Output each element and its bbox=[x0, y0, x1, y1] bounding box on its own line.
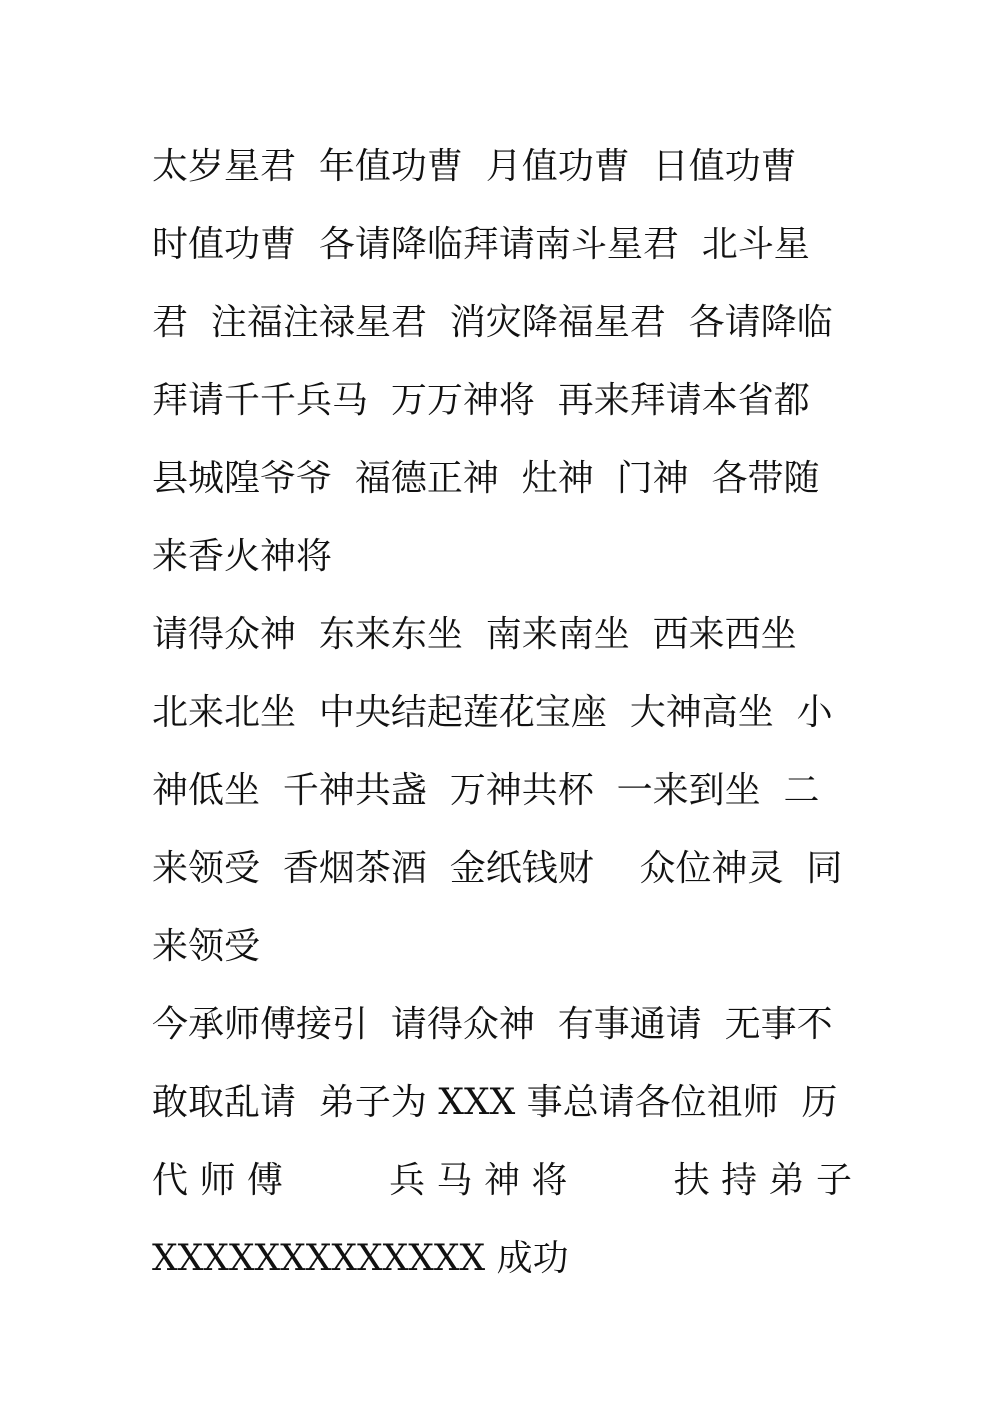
text-line: 今承师傅接引 请得众神 有事通请 无事不 bbox=[152, 1004, 833, 1045]
text-segment: 兵 马 神 将 bbox=[389, 1160, 568, 1201]
text-line: 君 注福注禄星君 消灾降福星君 各请降临 bbox=[152, 302, 833, 343]
text-line: 请得众神 东来东坐 南来南坐 西来西坐 bbox=[152, 614, 797, 655]
text-line: 来香火神将 bbox=[152, 536, 333, 577]
text-line: 神低坐 千神共盏 万神共杯 一来到坐 二 bbox=[152, 770, 820, 811]
text-line: 太岁星君 年值功曹 月值功曹 日值功曹 bbox=[152, 146, 797, 187]
invocation-text bbox=[152, 128, 852, 1298]
text-line: 县城隍爷爷 福德正神 灶神 门神 各带随 bbox=[152, 458, 820, 499]
text-line: 来领受 bbox=[152, 926, 261, 967]
justified-text-line bbox=[152, 1142, 852, 1220]
text-segment: 代 师 傅 bbox=[152, 1160, 283, 1201]
text-line: 北来北坐 中央结起莲花宝座 大神高坐 小 bbox=[152, 692, 833, 733]
text-line: XXXXXXXXXXXXX 成功 bbox=[152, 1238, 569, 1279]
text-line: 来领受 香烟茶酒 金纸钱财 众位神灵 同 bbox=[152, 848, 843, 889]
text-line: 拜请千千兵马 万万神将 再来拜请本省都 bbox=[152, 380, 810, 421]
text-line: 敢取乱请 弟子为 XXX 事总请各位祖师 历 bbox=[152, 1082, 838, 1123]
text-line: 时值功曹 各请降临拜请南斗星君 北斗星 bbox=[152, 224, 810, 265]
text-segment: 扶 持 弟 子 bbox=[673, 1160, 852, 1201]
